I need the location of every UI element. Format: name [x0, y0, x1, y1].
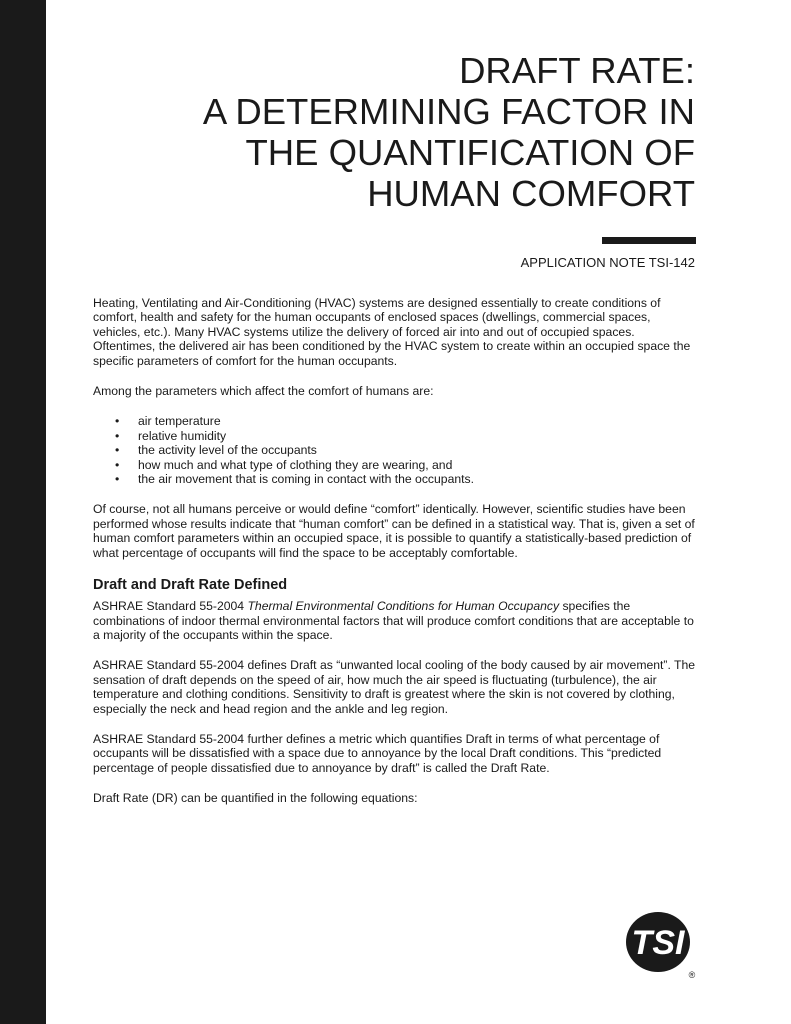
title-line-4: HUMAN COMFORT [367, 173, 695, 214]
bullet-icon: • [115, 414, 120, 429]
equations-intro: Draft Rate (DR) can be quantified in the following equations: [93, 791, 418, 806]
body-content [93, 296, 699, 822]
list-item [93, 472, 699, 486]
section-heading: Draft and Draft Rate Defined [93, 577, 288, 594]
ashrae-paragraph-2: ASHRAE Standard 55-2004 defines Draft as “unwanted local cooling of the body caused by air movement”. The sensation of draft depends on the speed of air, how much the air speed is fluctuating (turbulence), the air temperature and clothing conditions. Sensitivity to draft is greatest where the skin is not covered by clothing, especially the neck and head region and the ankle and leg region. [93, 658, 696, 716]
bullet-icon: • [115, 457, 120, 472]
list-item [93, 443, 699, 457]
tsi-logo [620, 908, 700, 980]
standard-title-italic: Thermal Environmental Conditions for Human Occupancy [247, 599, 560, 614]
title-line-2: A DETERMINING FACTOR IN [202, 91, 695, 132]
list-item-text: air temperature [138, 414, 221, 429]
list-item-text: how much and what type of clothing they are wearing, and [138, 457, 453, 472]
parameters-list [93, 414, 699, 486]
title-line-3: THE QUANTIFICATION OF [245, 132, 695, 173]
list-item [93, 458, 699, 472]
intro-paragraph: Heating, Ventilating and Air-Conditioning (HVAC) systems are designed essentially to create conditions of comfort, health and safety for the human occupants of enclosed spaces (dwellings, commercial spaces, vehicles, etc.). Many HVAC systems utilize the delivery of forced air into and out of occupied spaces. Oftentimes, the delivered air has been conditioned by the HVAC system to create within an occupied space the specific parameters of comfort for the human occupants. [93, 296, 691, 368]
ashrae-p1-after: specifies the combinations of indoor thermal environmental factors that will produce comfort conditions that are acceptable to a majority of the occupants within the space. [93, 599, 694, 642]
list-item-text: the activity level of the occupants [138, 443, 317, 458]
document-title [95, 50, 695, 214]
registered-mark: ® [688, 970, 696, 980]
bullet-icon: • [115, 428, 120, 443]
ashrae-paragraph-1 [93, 599, 699, 642]
comfort-paragraph: Of course, not all humans perceive or would define “comfort” identically. However, scientific studies have been performed whose results indicate that “human comfort” can be defined in a statistical way. That is, given a set of human comfort parameters within an occupied space, it is possible to quantify a statistically-based prediction of what percentage of occupants will find the space to be acceptably comfortable. [93, 502, 695, 560]
ashrae-paragraph-3: ASHRAE Standard 55-2004 further defines a metric which quantifies Draft in terms of what percentage of occupants will be dissatisfied with a space due to annoyance by the local Draft conditions. This “predicted percentage of people dissatisfied due to annoyance by draft” is called the Draft Rate. [93, 731, 662, 775]
parameters-intro: Among the parameters which affect the comfort of humans are: [93, 384, 434, 399]
list-item [93, 414, 699, 428]
title-line-1: DRAFT RATE: [459, 50, 695, 91]
bullet-icon: • [115, 472, 120, 487]
application-note-label: APPLICATION NOTE TSI-142 [520, 255, 695, 270]
list-item-text: the air movement that is coming in contact with the occupants. [138, 472, 475, 487]
list-item-text: relative humidity [138, 428, 227, 443]
title-rule [602, 237, 696, 244]
list-item [93, 429, 699, 443]
logo-text: TSI [631, 924, 685, 962]
bullet-icon: • [115, 443, 120, 458]
ashrae-p1-before: ASHRAE Standard 55-2004 [93, 599, 248, 614]
left-margin-bar [0, 0, 46, 1024]
